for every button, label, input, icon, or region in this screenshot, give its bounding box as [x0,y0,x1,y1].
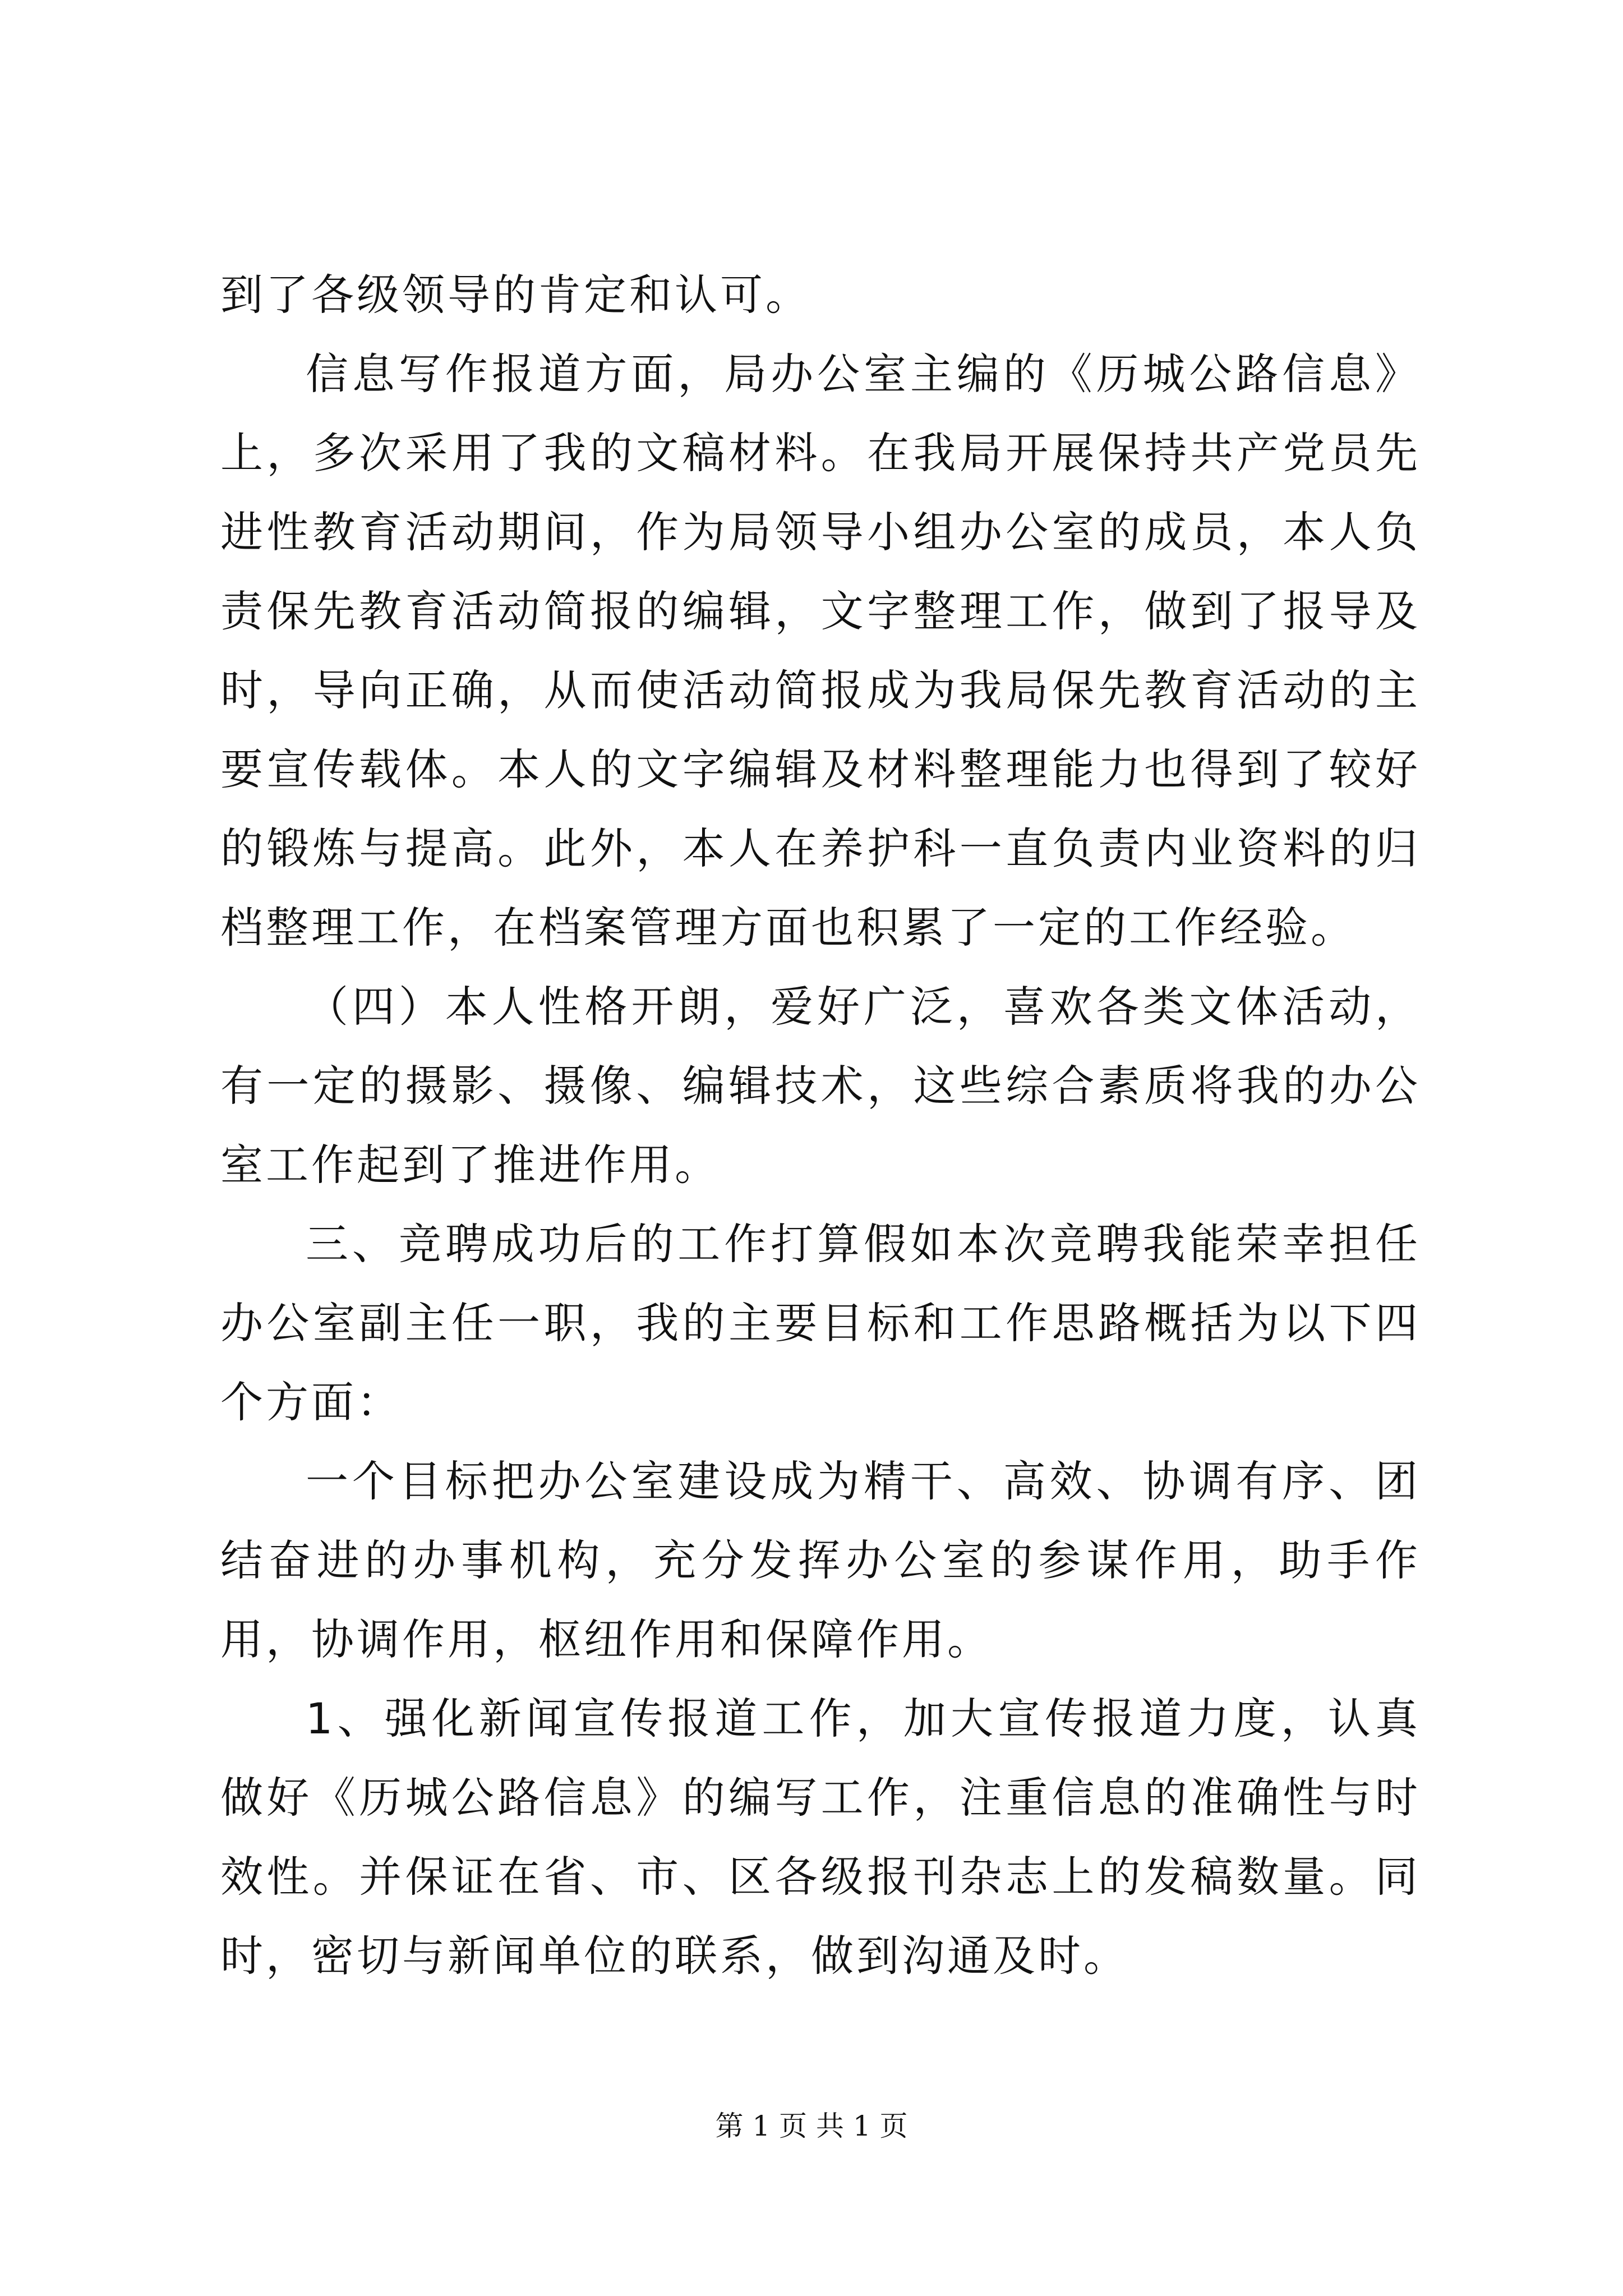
paragraph-work-plan: 三、竞聘成功后的工作打算假如本次竞聘我能荣幸担任办公室副主任一职，我的主要目标和工作思路概括为以下四个方面： [220,1219,1421,1427]
paragraph-info-writing: 信息写作报道方面，局办公室主编的《历城公路信息》上，多次采用了我的文稿材料。在我局开展保持共产党员先进性教育活动期间，作为局领导小组办公室的成员，本人负责保先教育活动简报的编辑，文字整理工作，做到了报导及时，导向正确，从而使活动简报成为我局保先教育活动的主要宣传载体。本人的文字编辑及材料整理能力也得到了较好的锻炼与提高。此外，本人在养护科一直负责内业资料的归档整理工作，在档案管理方面也积累了一定的工作经验。 [220,349,1421,953]
document-body [220,255,1421,1995]
page-footer: 第 1 页 共 1 页 [715,2110,908,2142]
paragraph-one-goal: 一个目标把办公室建设成为精干、高效、协调有序、团结奋进的办事机构，充分发挥办公室的参谋作用，助手作用，协调作用，枢纽作用和保障作用。 [220,1456,1421,1664]
paragraph-personality: （四）本人性格开朗，爱好广泛，喜欢各类文体活动，有一定的摄影、摄像、编辑技术，这些综合素质将我的办公室工作起到了推进作用。 [220,982,1421,1190]
paragraph-continuation: 到了各级领导的肯定和认可。 [220,270,811,320]
paragraph-news-reporting: 1、强化新闻宣传报道工作，加大宣传报道力度，认真做好《历城公路信息》的编写工作，注重信息的准确性与时效性。并保证在省、市、区各级报刊杂志上的发稿数量。同时，密切与新闻单位的联系，做到沟通及时。 [220,1694,1421,1981]
